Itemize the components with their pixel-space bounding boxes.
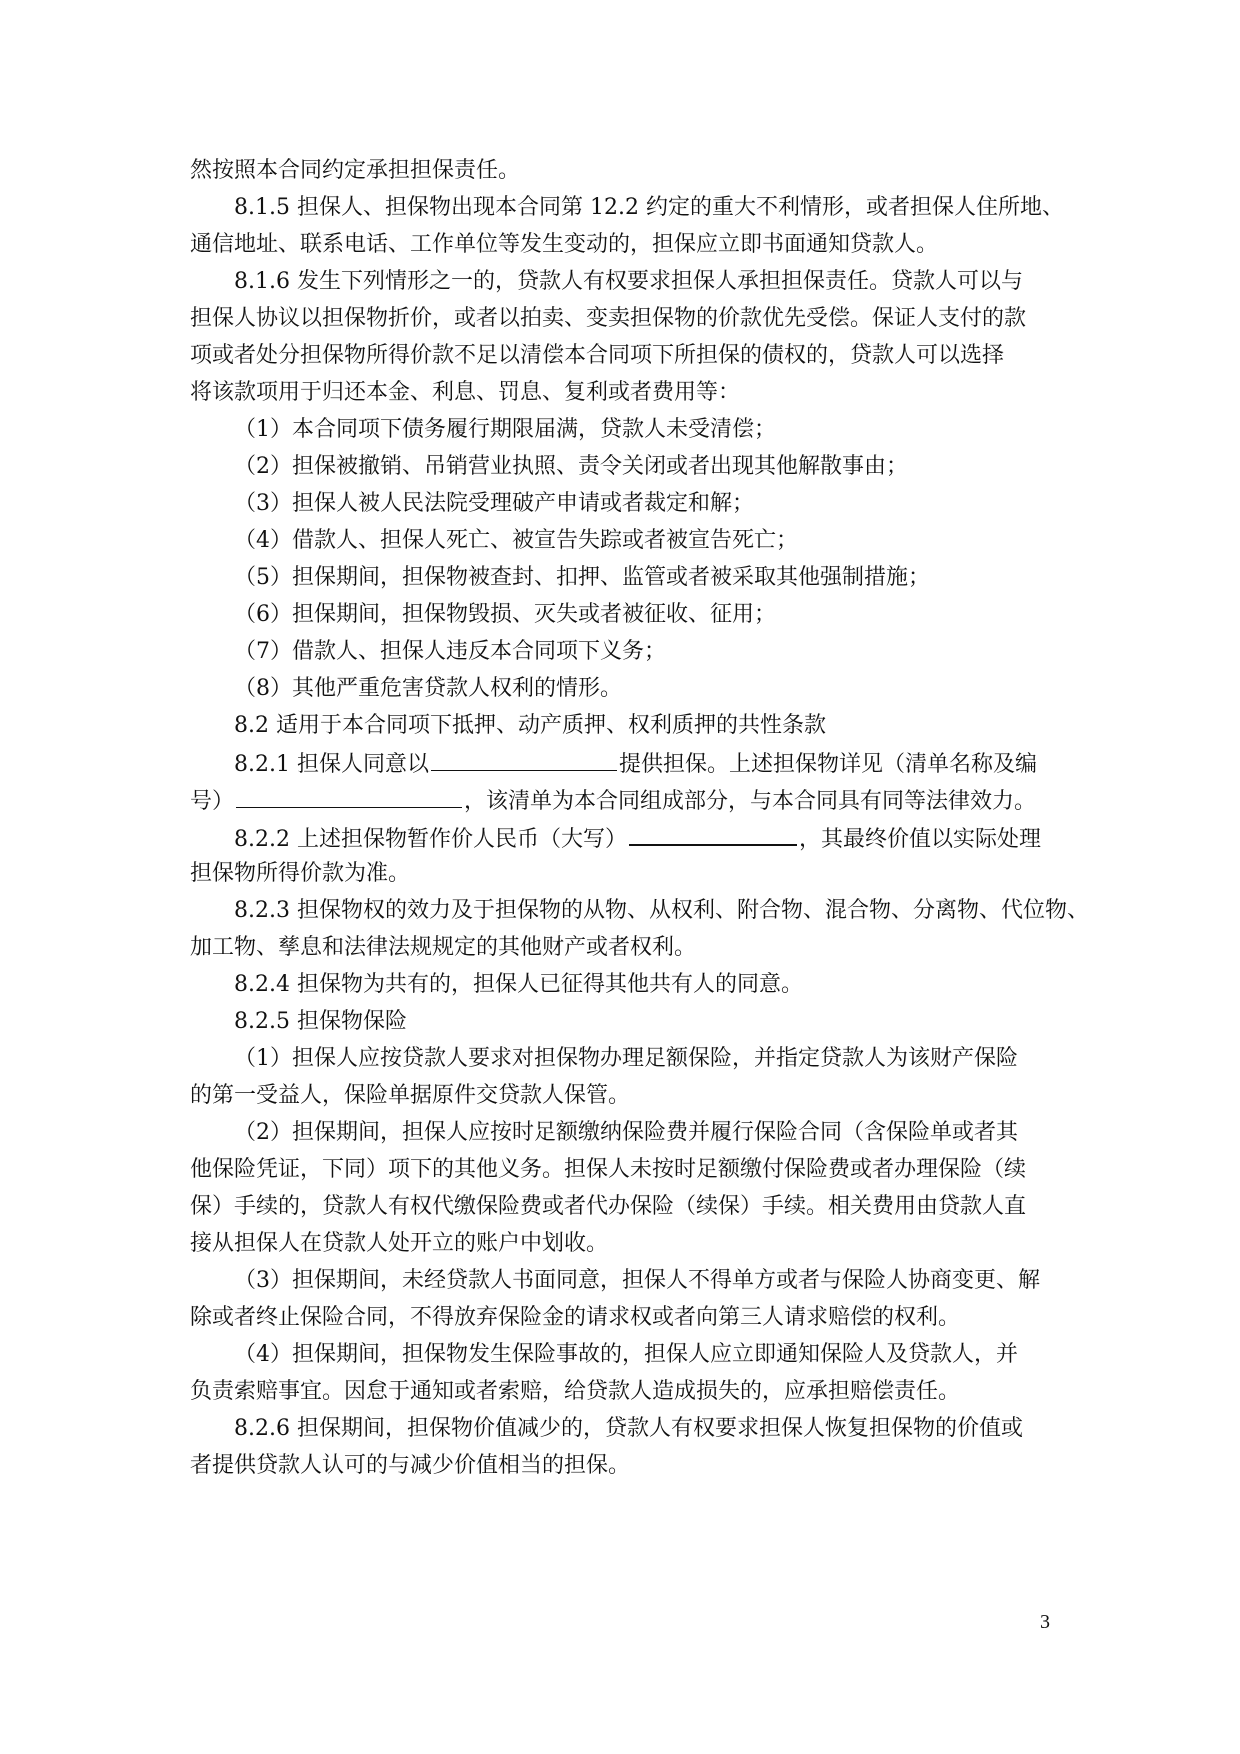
text-line: 8.2.3 担保物权的效力及于担保物的从物、从权利、附合物、混合物、分离物、代位物、 (234, 898, 1089, 923)
text-line: 担保物所得价款为准。 (190, 861, 411, 886)
text-line: 8.2.4 担保物为共有的，担保人已征得其他共有人的同意。 (234, 972, 803, 997)
list-item: （3）担保人被人民法院受理破产申请或者裁定和解； (234, 491, 754, 516)
text-line: 的第一受益人，保险单据原件交贷款人保管。 (190, 1083, 631, 1108)
text-line: 项或者处分担保物所得价款不足以清偿本合同项下所担保的债权的，贷款人可以选择 (190, 343, 1005, 368)
text-line: 8.1.6 发生下列情形之一的，贷款人有权要求担保人承担担保责任。贷款人可以与 (234, 269, 1023, 294)
list-item: （1）本合同项下债务履行期限届满，贷款人未受清偿； (234, 417, 776, 442)
section-heading: 8.2 适用于本合同项下抵押、动产质押、权利质押的共性条款 (234, 713, 826, 738)
list-item: （8）其他严重危害贷款人权利的情形。 (234, 676, 622, 701)
fill-in-blank[interactable] (236, 781, 462, 808)
text-line: 负责索赔事宜。因怠于通知或者索赔，给贷款人造成损失的，应承担赔偿责任。 (190, 1379, 961, 1404)
text-line-with-blank (190, 781, 1056, 818)
text-line: 将该款项用于归还本金、利息、罚息、复利或者费用等： (190, 380, 741, 405)
text-line: （1）担保人应按贷款人要求对担保物办理足额保险，并指定贷款人为该财产保险 (234, 1046, 1018, 1071)
text-line: 保）手续的，贷款人有权代缴保险费或者代办保险（续保）手续。相关费用由贷款人直 (190, 1194, 1027, 1219)
text-line: 然按照本合同约定承担担保责任。 (190, 158, 521, 183)
text-line: 他保险凭证，下同）项下的其他义务。担保人未按时足额缴付保险费或者办理保险（续 (190, 1157, 1027, 1182)
list-item: （4）借款人、担保人死亡、被宣告失踪或者被宣告死亡； (234, 528, 798, 553)
text-line: 接从担保人在贷款人处开立的账户中划收。 (190, 1231, 609, 1256)
text-line: 8.1.5 担保人、担保物出现本合同第 12.2 约定的重大不利情形，或者担保人住所地、 (234, 195, 1064, 220)
text-segment: 8.2.2 上述担保物暂作价人民币（大写） (234, 827, 627, 852)
text-segment: ，其最终价值以实际处理 (798, 827, 1041, 852)
text-line: 者提供贷款人认可的与减少价值相当的担保。 (190, 1453, 631, 1478)
text-line-with-blank (190, 818, 1056, 855)
text-segment: 提供担保。上述担保物详见（清单名称及编 (618, 752, 1037, 777)
list-item: （5）担保期间，担保物被查封、扣押、监管或者被采取其他强制措施； (234, 565, 930, 590)
text-segment: 号） (190, 789, 235, 814)
list-item: （7）借款人、担保人违反本合同项下义务； (234, 639, 666, 664)
text-segment: ，该清单为本合同组成部分，与本合同具有同等法律效力。 (464, 789, 1037, 814)
text-line: （2）担保期间，担保人应按时足额缴纳保险费并履行保险合同（含保险单或者其 (234, 1120, 1018, 1145)
text-line: 8.2.6 担保期间，担保物价值减少的，贷款人有权要求担保人恢复担保物的价值或 (234, 1416, 1023, 1441)
list-item: （2）担保被撤销、吊销营业执照、责令关闭或者出现其他解散事由； (234, 454, 908, 479)
text-line: 加工物、孳息和法律法规规定的其他财产或者权利。 (190, 935, 697, 960)
page-number: 3 (1040, 1611, 1050, 1633)
document-page (190, 152, 1089, 1484)
text-line: 通信地址、联系电话、工作单位等发生变动的，担保应立即书面通知贷款人。 (190, 232, 939, 257)
text-line: （3）担保期间，未经贷款人书面同意，担保人不得单方或者与保险人协商变更、解 (234, 1268, 1040, 1293)
list-item: （6）担保期间，担保物毁损、灭失或者被征收、征用； (234, 602, 776, 627)
fill-in-blank[interactable] (431, 744, 617, 771)
text-line: 除或者终止保险合同，不得放弃保险金的请求权或者向第三人请求赔偿的权利。 (190, 1305, 961, 1330)
fill-in-blank[interactable] (629, 818, 797, 846)
text-segment: 8.2.1 担保人同意以 (234, 752, 429, 777)
section-heading: 8.2.5 担保物保险 (234, 1009, 407, 1034)
text-line: 担保人协议以担保物折价，或者以拍卖、变卖担保物的价款优先受偿。保证人支付的款 (190, 306, 1027, 331)
text-line-with-blank (190, 744, 1056, 781)
text-line: （4）担保期间，担保物发生保险事故的，担保人应立即通知保险人及贷款人，并 (234, 1342, 1018, 1367)
